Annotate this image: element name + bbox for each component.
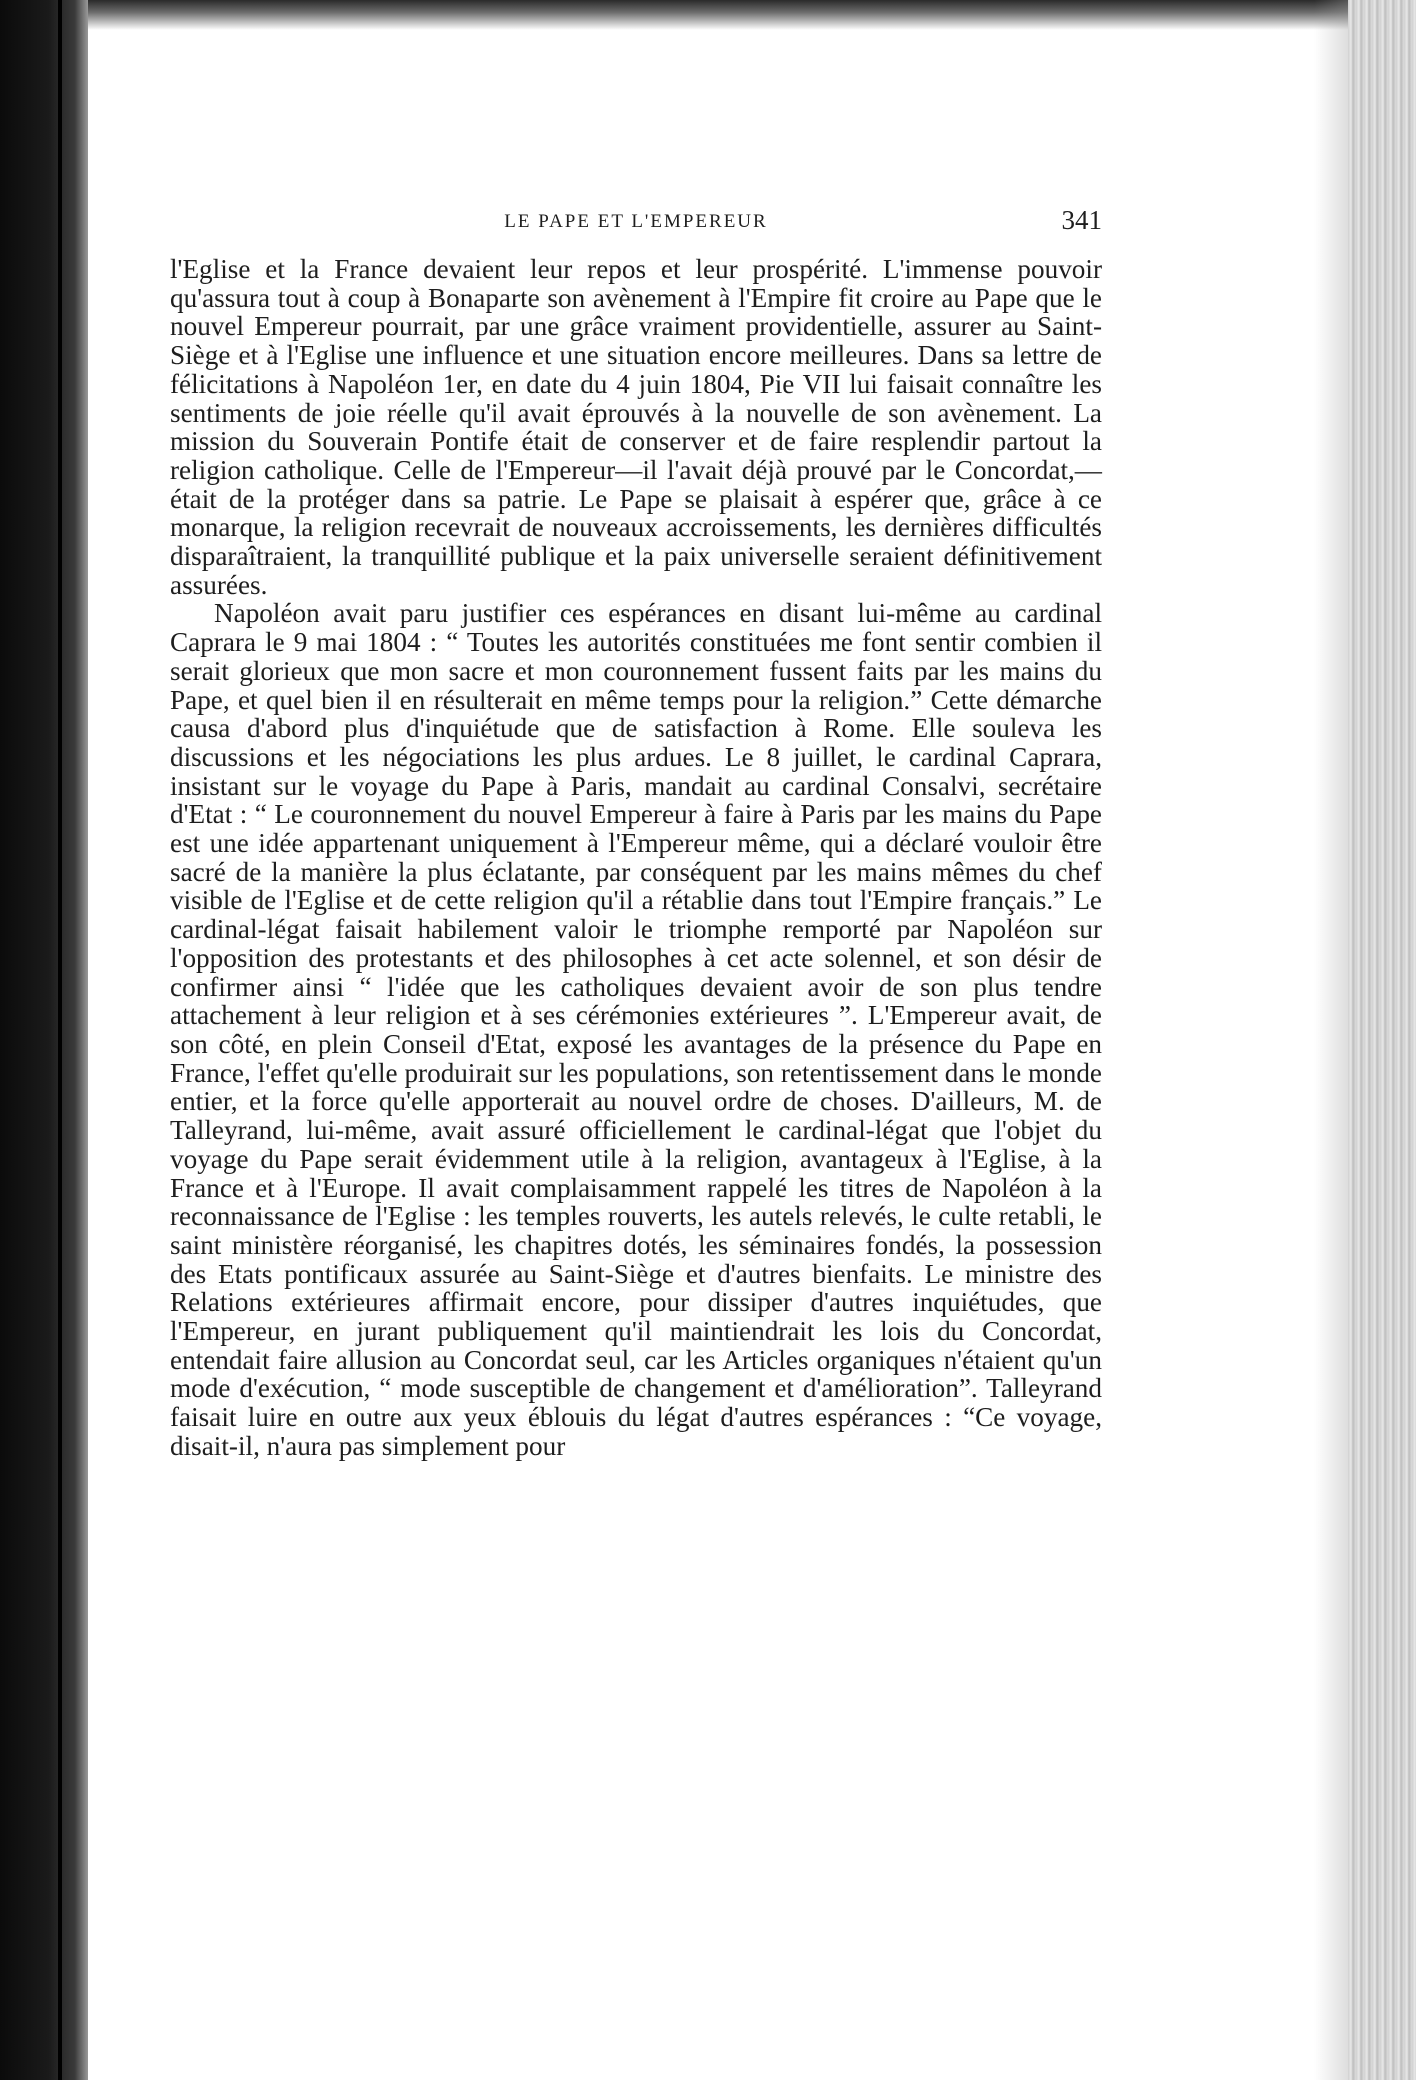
page-gutter-shadow	[1314, 0, 1348, 2080]
scan-border-left	[0, 0, 88, 2080]
paragraph-2: Napoléon avait paru justifier ces espérances en disant lui-même au cardinal Caprara le 9 mai 1804 : “ Toutes les autorités constituées me font sentir combien il serait glorieux que mon sacre et mon couronnement fussent faits par les mains du Pape, et quel bien il en résulterait en même temps pour la religion.” Cette démarche causa d'abord plus d'inquiétude que de satisfaction à Rome. Elle souleva les discussions et les négociations les plus ardues. Le 8 juillet, le cardinal Caprara, insistant sur le voyage du Pape à Paris, mandait au cardinal Consalvi, secrétaire d'Etat : “ Le couronnement du nouvel Empereur à faire à Paris par les mains du Pape est une idée appartenant uniquement à l'Empereur même, qui a déclaré vouloir être sacré de la manière la plus éclatante, par conséquent par les mains mêmes du chef visible de l'Eglise et de cette religion qu'il a rétablie dans tout l'Empire français.” Le cardinal-légat faisait habilement valoir le triomphe remporté par Napoléon sur l'opposition des protestants et des philosophes à cet acte solennel, et son désir de confirmer ainsi “ l'idée que les catholiques devaient avoir de son plus tendre attachement à leur religion et à ses cérémonies extérieures ”. L'Empereur avait, de son côté, en plein Conseil d'Etat, exposé les avantages de la présence du Pape en France, l'effet qu'elle produirait sur les populations, son retentissement dans le monde entier, et la force qu'elle apporterait au nouvel ordre de choses. D'ailleurs, M. de Talleyrand, lui-même, avait assuré officiellement le cardinal-légat que l'objet du voyage du Pape serait évidemment utile à la religion, avantageux à l'Eglise, à la France et à l'Europe. Il avait complaisamment rappelé les titres de Napoléon à la reconnaissance de l'Eglise : les temples rouverts, les autels relevés, le culte retabli, le saint ministère réorganisé, les chapitres dotés, les séminaires fondés, la possession des Etats pontificaux assurée au Saint-Siège et d'autres bienfaits. Le ministre des Relations extérieures affirmait encore, pour dissiper d'autres inquiétudes, que l'Empereur, en jurant publiquement qu'il maintiendrait les lois du Concordat, entendait faire allusion au Concordat seul, car les Articles organiques n'étaient qu'un mode d'exécution, “ mode susceptible de changement et d'amélioration”. Talleyrand faisait luire en outre aux yeux éblouis du légat d'autres espérances : “Ce voyage, disait-il, n'aura pas simplement pour	[170, 598, 1102, 1461]
running-title: LE PAPE ET L'EMPEREUR	[504, 211, 768, 232]
scan-border-edge	[58, 0, 62, 2080]
paragraph-1: l'Eglise et la France devaient leur repos et leur prospérité. L'immense pouvoir qu'assura tout à coup à Bonaparte son avènement à l'Empire fit croire au Pape que le nouvel Empereur pourrait, par une grâce vraiment providentielle, assurer au Saint-Siège et à l'Eglise une influence et une situation encore meilleures. Dans sa lettre de félicitations à Napoléon 1er, en date du 4 juin 1804, Pie VII lui faisait connaître les sentiments de joie réelle qu'il avait éprouvés à la nouvelle de son avènement. La mission du Souverain Pontife était de conserver et de faire resplendir partout la religion catholique. Celle de l'Empereur—il l'avait déjà prouvé par le Concordat,—était de la protéger dans sa patrie. Le Pape se plaisait à espérer que, grâce à ce monarque, la religion recevrait de nouveaux accroissements, les dernières difficultés disparaîtraient, la tranquillité publique et la paix universelle seraient définitivement assurées.	[170, 254, 1102, 600]
body-text	[170, 255, 1102, 1461]
scan-border-top	[88, 0, 1348, 30]
page-stack-edges	[1348, 0, 1416, 2080]
running-header	[170, 205, 1102, 249]
book-page	[170, 205, 1102, 1461]
page-number: 341	[1061, 205, 1102, 235]
